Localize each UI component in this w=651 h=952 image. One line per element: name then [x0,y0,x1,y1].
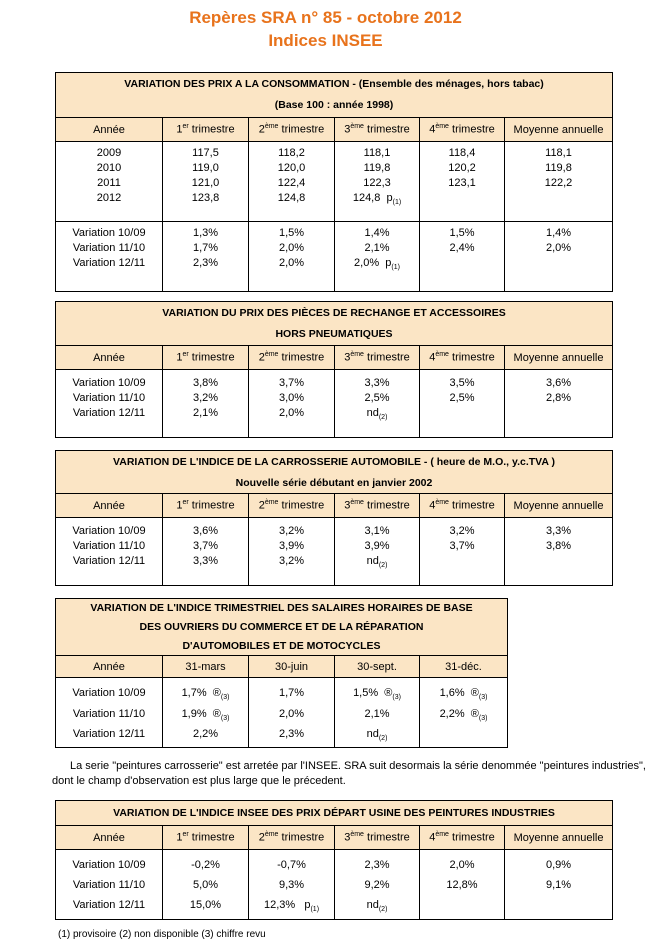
table5-title: VARIATION DE L'INDICE INSEE DES PRIX DÉPART USINE DES PEINTURES INDUSTRIES [56,801,613,826]
col-30-juin: 30-juin [249,656,335,678]
v2-values: 1,5% 2,0% 2,0% [249,222,335,292]
col-t2: 2ème trimestre [249,346,335,370]
note-line1: La serie "peintures carrosserie" est arretée par l'INSEE. SRA suit desormais la série denommée "peintures industries", [70,760,646,772]
table4-title-line1: VARIATION DE L'INDICE TRIMESTRIEL DES SALAIRES HORAIRES DE BASE [56,599,508,619]
table3-title: VARIATION DE L'INDICE DE LA CARROSSERIE AUTOMOBILE - ( heure de M.O., y.c.TVA ) [56,451,613,474]
col-moyenne: Moyenne annuelle [505,494,613,518]
page-title: Repères SRA n° 85 - octobre 2012 [189,8,462,27]
table-bodywork [55,450,613,586]
variation-labels: Variation 10/09 Variation 11/10 Variation 12/11 [56,678,163,748]
t4-values: 3,5% 2,5% [420,370,505,438]
col-annee: Année [56,494,163,518]
col-annee: Année [56,118,163,142]
t2-values: -0,7% 9,3% 12,3% $p_{(1)}$ [249,850,335,920]
col-t1: 1er trimestre [163,118,249,142]
vm-values: 1,4% 2,0% [505,222,613,292]
col-t4: 4ème trimestre [420,494,505,518]
table-wages [55,598,508,748]
page-subtitle: Indices INSEE [268,31,383,50]
col-t3: 3ème trimestre [335,346,420,370]
juin-values: 1,7% 2,0% 2,3% [249,678,335,748]
t3-values: 3,1% 3,9% $nd_{(2)}$ [335,518,420,586]
dec-values: 1,6% $®_{(3)}$ 2,2% $®_{(3)}$ [420,678,508,748]
col-31-mars: 31-mars [163,656,249,678]
variation-labels: Variation 10/09 Variation 11/10 Variation 12/11 [56,370,163,438]
col-annee: Année [56,346,163,370]
table-paints [55,800,613,920]
t1-values: -0,2% 5,0% 15,0% [163,850,249,920]
year-list: 2009 2010 2011 2012 [56,142,163,222]
t3-values: 3,3% 2,5% $nd_{(2)}$ [335,370,420,438]
col-t1: 1er trimestre [163,494,249,518]
t4-values: 3,2% 3,7% [420,518,505,586]
table4-title-line3: D'AUTOMOBILES ET DE MOTOCYCLES [56,637,508,656]
col-moyenne: Moyenne annuelle [505,118,613,142]
variation-labels: Variation 10/09 Variation 11/10 Variation 12/11 [56,518,163,586]
v3-values: 1,4% 2,1% 2,0% $p_{(1)}$ [335,222,420,292]
table-spare-parts [55,301,613,438]
t1-values: 3,6% 3,7% 3,3% [163,518,249,586]
col-annee: Année [56,826,163,850]
col-moyenne: Moyenne annuelle [505,346,613,370]
note-line2: dont le champ d'observation est plus large que le précedent. [52,775,346,787]
t4-values: 2,0% 12,8% [420,850,505,920]
col-t3: 3ème trimestre [335,118,420,142]
col-t4: 4ème trimestre [420,118,505,142]
variation-labels: Variation 10/09 Variation 11/10 Variation 12/11 [56,222,163,292]
col-t4: 4ème trimestre [420,826,505,850]
col-t2: 2ème trimestre [249,118,335,142]
col-t1: 1er trimestre [163,826,249,850]
moyenne-values: 118,1 119,8 122,2 [505,142,613,222]
col-annee: Année [56,656,163,678]
col-t2: 2ème trimestre [249,826,335,850]
table2-subtitle: HORS PNEUMATIQUES [56,324,613,346]
footnote: (1) provisoire (2) non disponible (3) chiffre revu [58,929,266,940]
table1-subtitle: (Base 100 : année 1998) [56,95,613,118]
sept-values: 1,5% $®_{(3)}$ 2,1% $nd_{(2)}$ [335,678,420,748]
v1-values: 1,3% 1,7% 2,3% [163,222,249,292]
col-t1: 1er trimestre [163,346,249,370]
col-t4: 4ème trimestre [420,346,505,370]
col-moyenne: Moyenne annuelle [505,826,613,850]
table-consumer-prices [55,72,613,292]
table4-title-line2: DES OUVRIERS DU COMMERCE ET DE LA RÉPARATION [56,618,508,637]
variation-labels: Variation 10/09 Variation 11/10 Variation 12/11 [56,850,163,920]
t1-values: 3,8% 3,2% 2,1% [163,370,249,438]
moyenne-values: 3,3% 3,8% [505,518,613,586]
mars-values: 1,7% $®_{(3)}$ 1,9% $®_{(3)}$ 2,2% [163,678,249,748]
table3-subtitle: Nouvelle série débutant en janvier 2002 [56,473,613,494]
t2-values: 3,7% 3,0% 2,0% [249,370,335,438]
t3-values: 2,3% 9,2% $nd_{(2)}$ [335,850,420,920]
v4-values: 1,5% 2,4% [420,222,505,292]
moyenne-values: 3,6% 2,8% [505,370,613,438]
col-30-sept: 30-sept. [335,656,420,678]
col-t3: 3ème trimestre [335,826,420,850]
moyenne-values: 0,9% 9,1% [505,850,613,920]
col-t3: 3ème trimestre [335,494,420,518]
t3-values: 118,1 119,8 122,3 124,8 $p_{(1)}$ [335,142,420,222]
col-31-dec: 31-déc. [420,656,508,678]
col-t2: 2ème trimestre [249,494,335,518]
t4-values: 118,4 120,2 123,1 [420,142,505,222]
t1-values: 117,5 119,0 121,0 123,8 [163,142,249,222]
table2-title: VARIATION DU PRIX DES PIÈCES DE RECHANGE ET ACCESSOIRES [56,302,613,325]
table1-title: VARIATION DES PRIX A LA CONSOMMATION - (Ensemble des ménages, hors tabac) [56,73,613,96]
t2-values: 3,2% 3,9% 3,2% [249,518,335,586]
t2-values: 118,2 120,0 122,4 124,8 [249,142,335,222]
